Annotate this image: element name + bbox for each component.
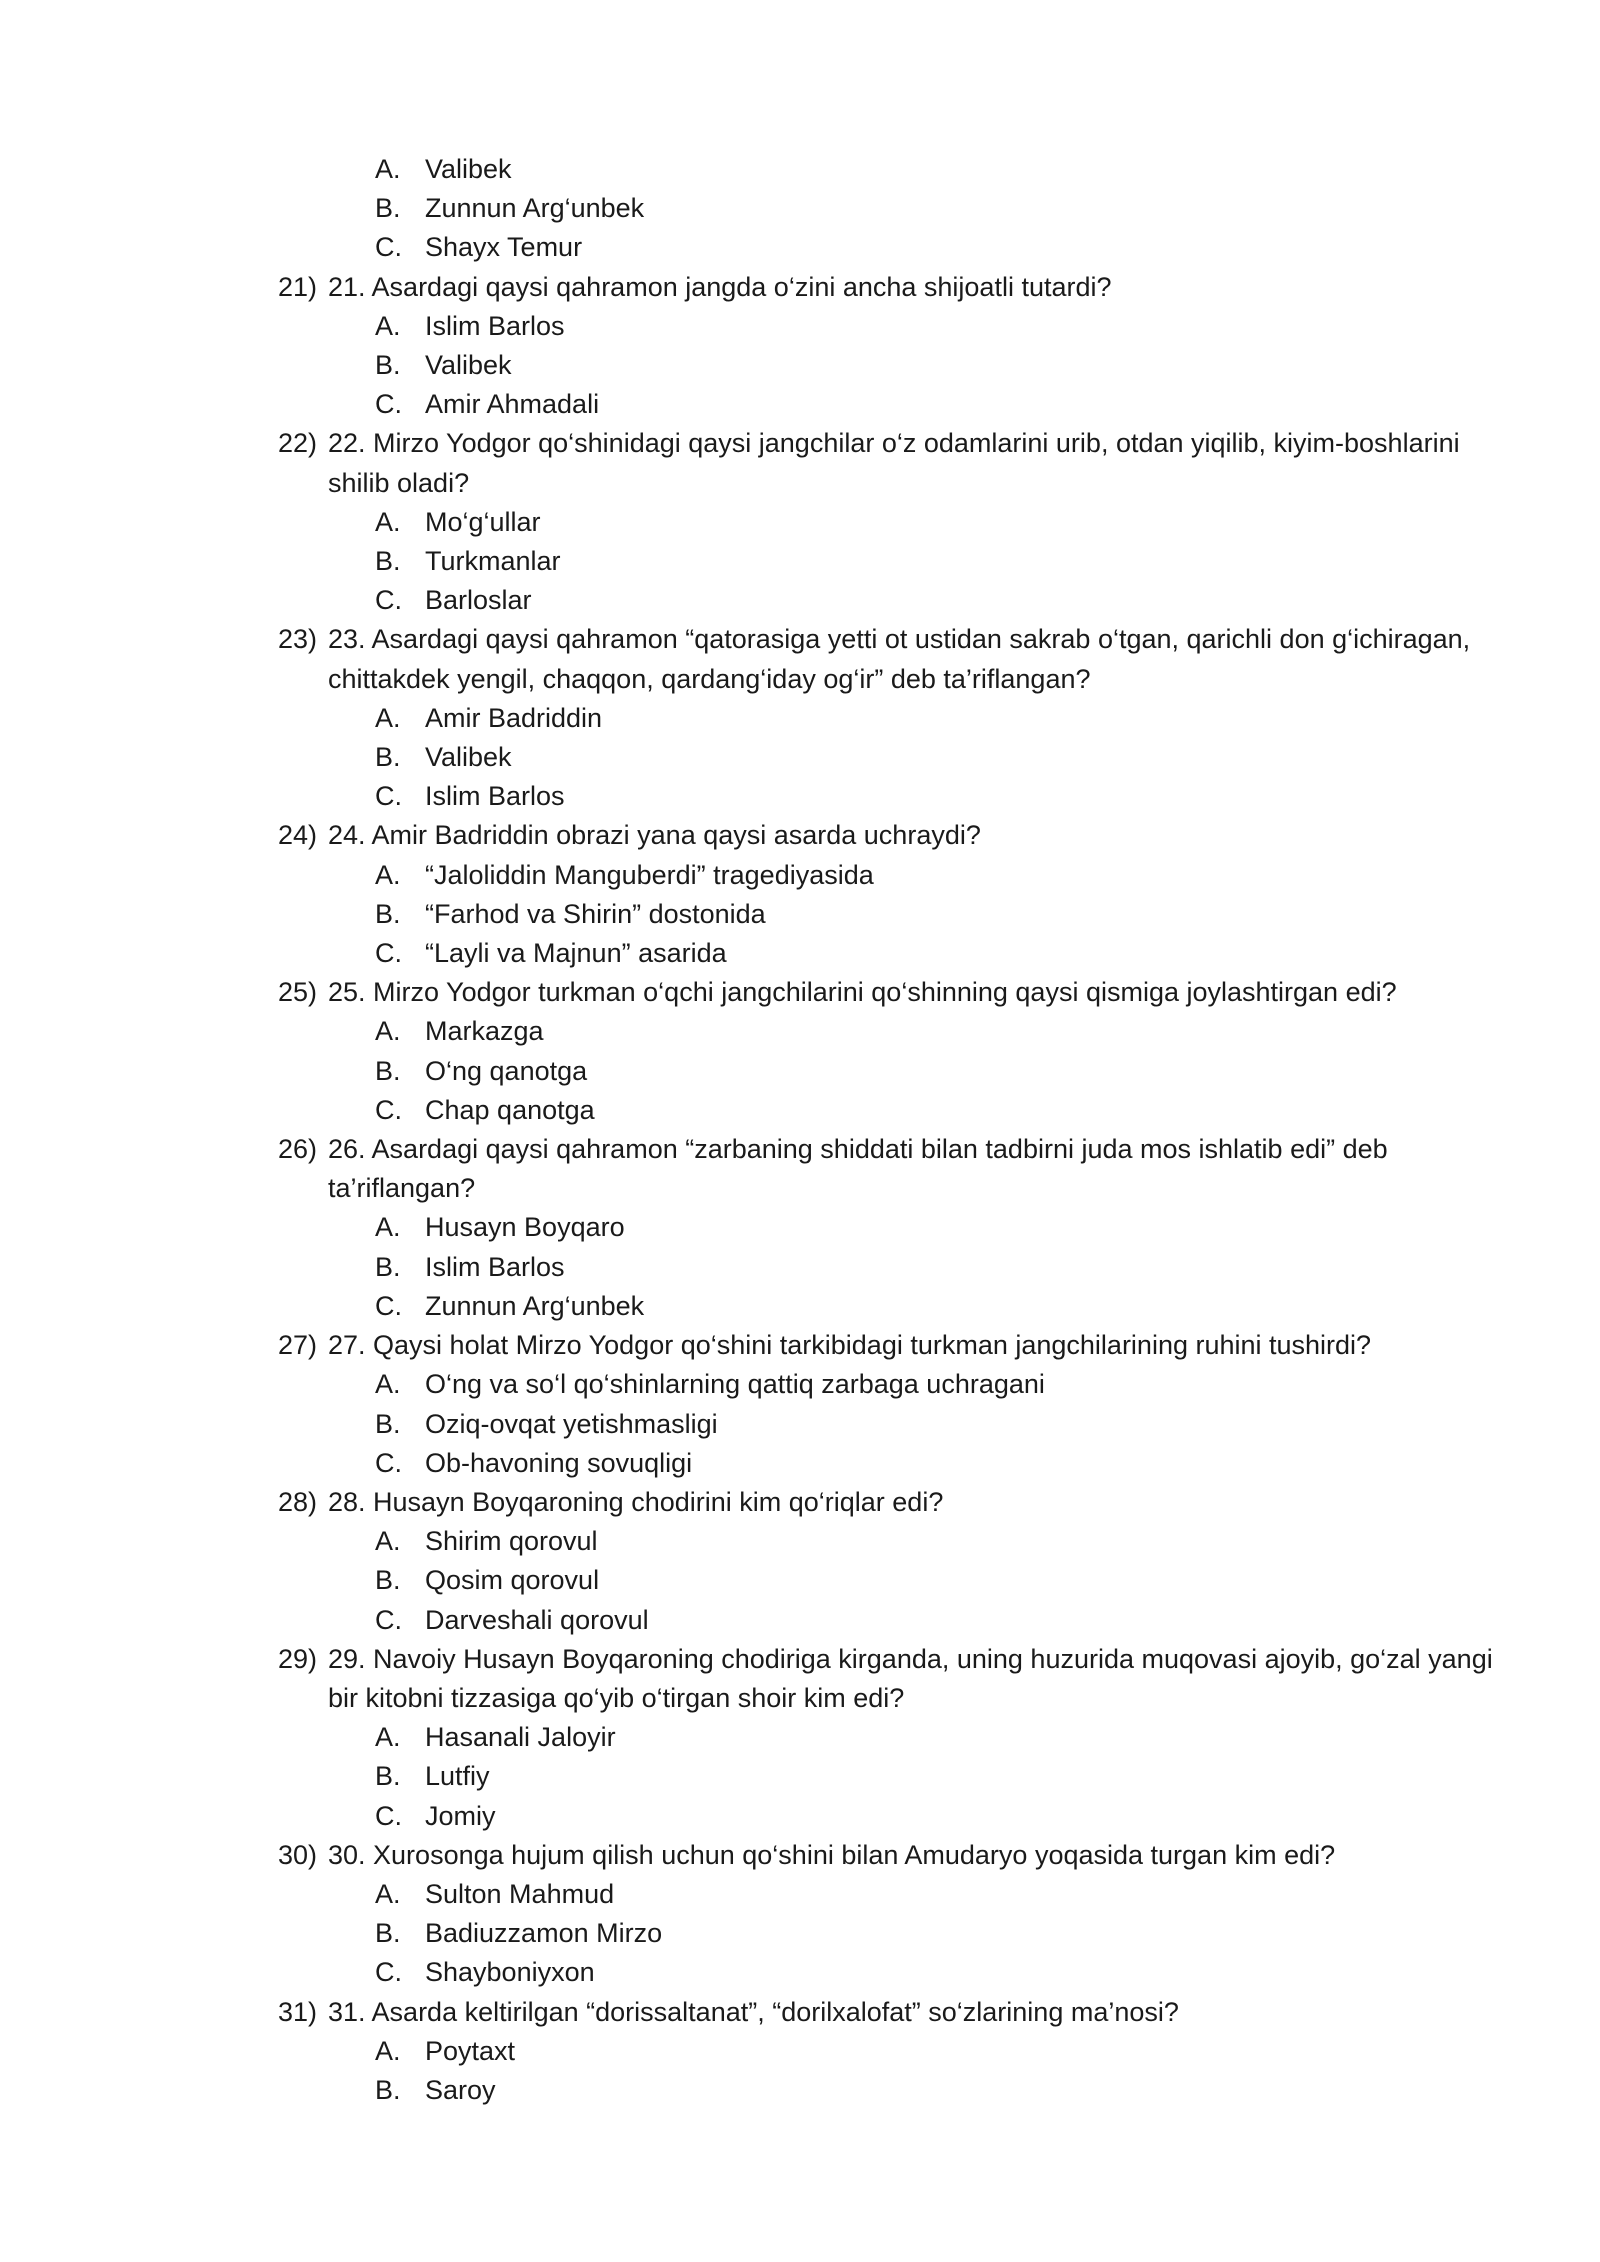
option-letter: A.	[375, 859, 401, 890]
option-letter: C.	[375, 389, 402, 420]
option-text: Oziq-ovqat yetishmasligi	[425, 1408, 718, 1439]
question-number: 31)	[278, 1996, 318, 2027]
option-letter: A.	[375, 702, 401, 733]
option-text: Jomiy	[425, 1800, 496, 1831]
answer-option	[278, 346, 1508, 385]
option-letter: C.	[375, 938, 402, 969]
question-line	[278, 1993, 1508, 2032]
option-letter: B.	[375, 1918, 401, 1949]
option-letter: C.	[375, 585, 402, 616]
option-text: Zunnun Arg‘unbek	[425, 1290, 645, 1321]
question-line	[278, 973, 1508, 1012]
option-text: Chap qanotga	[425, 1094, 595, 1125]
answer-option	[278, 581, 1508, 620]
question-number: 22)	[278, 428, 318, 459]
option-letter: C.	[375, 781, 402, 812]
option-text: Hasanali Jaloyir	[425, 1722, 616, 1753]
option-text: Poytaxt	[425, 2035, 516, 2066]
answer-option	[278, 385, 1508, 424]
answer-option	[278, 1601, 1508, 1640]
option-letter: C.	[375, 1290, 402, 1321]
option-text: Valibek	[425, 154, 512, 184]
question-text: bir kitobni tizzasiga qo‘yib o‘tirgan shoir kim edi?	[328, 1682, 905, 1713]
option-letter: A.	[375, 1369, 401, 1400]
answer-option	[278, 1718, 1508, 1757]
answer-option	[278, 307, 1508, 346]
question-line-continued	[278, 1679, 1508, 1718]
option-letter: C.	[375, 1447, 402, 1478]
option-letter: A.	[375, 154, 401, 184]
option-text: Sulton Mahmud	[425, 1878, 615, 1909]
answer-option	[278, 1248, 1508, 1287]
option-text: Darveshali qorovul	[425, 1604, 649, 1635]
answer-option	[278, 503, 1508, 542]
answer-option	[278, 1757, 1508, 1796]
answer-option	[278, 1953, 1508, 1992]
question-line	[278, 1483, 1508, 1522]
option-letter: C.	[375, 232, 402, 263]
answer-option	[278, 699, 1508, 738]
question-line	[278, 1836, 1508, 1875]
answer-option	[278, 1052, 1508, 1091]
option-letter: B.	[375, 1761, 401, 1792]
answer-option	[278, 1444, 1508, 1483]
question-text: 31. Asarda keltirilgan “dorissaltanat”, “dorilxalofat” so‘zlarining ma’nosi?	[328, 1996, 1179, 2027]
question-text: 23. Asardagi qaysi qahramon “qatorasiga yetti ot ustidan sakrab o‘tgan, qarichli don g‘ichiragan,	[328, 624, 1471, 655]
answer-option	[278, 934, 1508, 973]
option-letter: A.	[375, 2035, 401, 2066]
answer-option	[278, 738, 1508, 777]
answer-option	[278, 189, 1508, 228]
option-text: Valibek	[425, 350, 512, 381]
option-text: “Jaloliddin Manguberdi” tragediyasida	[425, 859, 874, 890]
option-letter: B.	[375, 2074, 401, 2105]
question-line	[278, 620, 1508, 659]
answer-option	[278, 777, 1508, 816]
option-text: Turkmanlar	[425, 546, 561, 577]
answer-option	[278, 1914, 1508, 1953]
question-text: 29. Navoiy Husayn Boyqaroning chodiriga kirganda, uning huzurida muqovasi ajoyib, go‘zal yangi	[328, 1643, 1493, 1674]
question-line-continued	[278, 464, 1508, 503]
answer-option	[278, 1091, 1508, 1130]
question-number: 25)	[278, 977, 318, 1008]
option-text: Mo‘g‘ullar	[425, 506, 541, 537]
option-text: Islim Barlos	[425, 781, 565, 812]
option-text: Amir Badriddin	[425, 702, 603, 733]
answer-option	[278, 2071, 1508, 2110]
question-line	[278, 1640, 1508, 1679]
option-letter: B.	[375, 546, 401, 577]
answer-option	[278, 895, 1508, 934]
answer-option	[278, 542, 1508, 581]
question-number: 29)	[278, 1643, 318, 1674]
option-text: Badiuzzamon Mirzo	[425, 1918, 663, 1949]
question-number: 21)	[278, 271, 318, 302]
answer-option	[278, 1208, 1508, 1247]
option-letter: B.	[375, 898, 401, 929]
option-text: Barloslar	[425, 585, 532, 616]
option-letter: C.	[375, 1800, 402, 1831]
option-letter: C.	[375, 1094, 402, 1125]
option-text: Ob-havoning sovuqligi	[425, 1447, 693, 1478]
option-text: Lutfiy	[425, 1761, 490, 1792]
option-text: “Layli va Majnun” asarida	[425, 938, 727, 969]
option-letter: A.	[375, 1526, 401, 1557]
option-letter: B.	[375, 1251, 401, 1282]
question-text: 28. Husayn Boyqaroning chodirini kim qo‘riqlar edi?	[328, 1486, 944, 1517]
option-letter: B.	[375, 350, 401, 381]
question-number: 27)	[278, 1330, 318, 1361]
answer-option	[278, 1012, 1508, 1051]
option-letter: B.	[375, 742, 401, 773]
option-text: Qosim qorovul	[425, 1565, 600, 1596]
answer-option	[278, 1287, 1508, 1326]
question-text: 21. Asardagi qaysi qahramon jangda o‘zini ancha shijoatli tutardi?	[328, 271, 1112, 302]
question-text: 26. Asardagi qaysi qahramon “zarbaning shiddati bilan tadbirni juda mos ishlatib edi” deb	[328, 1134, 1388, 1165]
answer-option	[278, 856, 1508, 895]
question-text: shilib oladi?	[328, 467, 470, 498]
option-text: Shayx Temur	[425, 232, 583, 263]
option-text: Shayboniyxon	[425, 1957, 595, 1988]
option-text: Valibek	[425, 742, 512, 773]
option-text: Amir Ahmadali	[425, 389, 600, 420]
option-letter: A.	[375, 1722, 401, 1753]
option-text: Markazga	[425, 1016, 544, 1047]
question-text: 22. Mirzo Yodgor qo‘shinidagi qaysi jangchilar o‘z odamlarini urib, otdan yiqilib, kiyim-boshlarini	[328, 428, 1460, 459]
question-text: ta’riflangan?	[328, 1173, 476, 1204]
option-letter: A.	[375, 310, 401, 341]
question-line-continued	[278, 1169, 1508, 1208]
option-text: Saroy	[425, 2074, 496, 2105]
question-line	[278, 268, 1508, 307]
answer-option	[278, 2032, 1508, 2071]
quiz-list	[278, 150, 1508, 2110]
option-text: Husayn Boyqaro	[425, 1212, 625, 1243]
question-line	[278, 1130, 1508, 1169]
answer-option	[278, 1875, 1508, 1914]
question-line	[278, 1326, 1508, 1365]
option-text: Zunnun Arg‘unbek	[425, 193, 645, 224]
option-letter: C.	[375, 1604, 402, 1635]
answer-option	[278, 1522, 1508, 1561]
question-text: 25. Mirzo Yodgor turkman o‘qchi jangchilarini qo‘shinning qaysi qismiga joylashtirgan edi?	[328, 977, 1397, 1008]
answer-option	[278, 1561, 1508, 1600]
question-text: 30. Xurosonga hujum qilish uchun qo‘shini bilan Amudaryo yoqasida turgan kim edi?	[328, 1839, 1336, 1870]
question-text: chittakdek yengil, chaqqon, qardang‘iday og‘ir” deb ta’riflangan?	[328, 663, 1091, 694]
option-letter: C.	[375, 1957, 402, 1988]
option-text: O‘ng qanotga	[425, 1055, 588, 1086]
question-number: 24)	[278, 820, 318, 851]
answer-option	[278, 228, 1508, 267]
option-letter: B.	[375, 193, 401, 224]
question-number: 28)	[278, 1486, 318, 1517]
question-text: 27. Qaysi holat Mirzo Yodgor qo‘shini tarkibidagi turkman jangchilarining ruhini tushirdi?	[328, 1330, 1372, 1361]
option-letter: A.	[375, 1878, 401, 1909]
option-text: O‘ng va so‘l qo‘shinlarning qattiq zarbaga uchragani	[425, 1369, 1045, 1400]
answer-option	[278, 1405, 1508, 1444]
option-letter: B.	[375, 1565, 401, 1596]
option-letter: A.	[375, 1212, 401, 1243]
option-text: Shirim qorovul	[425, 1526, 598, 1557]
answer-option	[278, 150, 1508, 189]
question-number: 26)	[278, 1134, 318, 1165]
option-letter: B.	[375, 1055, 401, 1086]
question-number: 23)	[278, 624, 318, 655]
question-line-continued	[278, 660, 1508, 699]
option-text: “Farhod va Shirin” dostonida	[425, 898, 766, 929]
question-line	[278, 424, 1508, 463]
option-letter: B.	[375, 1408, 401, 1439]
question-text: 24. Amir Badriddin obrazi yana qaysi asarda uchraydi?	[328, 820, 981, 851]
option-letter: A.	[375, 506, 401, 537]
option-text: Islim Barlos	[425, 1251, 565, 1282]
option-text: Islim Barlos	[425, 310, 565, 341]
question-number: 30)	[278, 1839, 318, 1870]
answer-option	[278, 1797, 1508, 1836]
option-letter: A.	[375, 1016, 401, 1047]
question-line	[278, 816, 1508, 855]
answer-option	[278, 1365, 1508, 1404]
